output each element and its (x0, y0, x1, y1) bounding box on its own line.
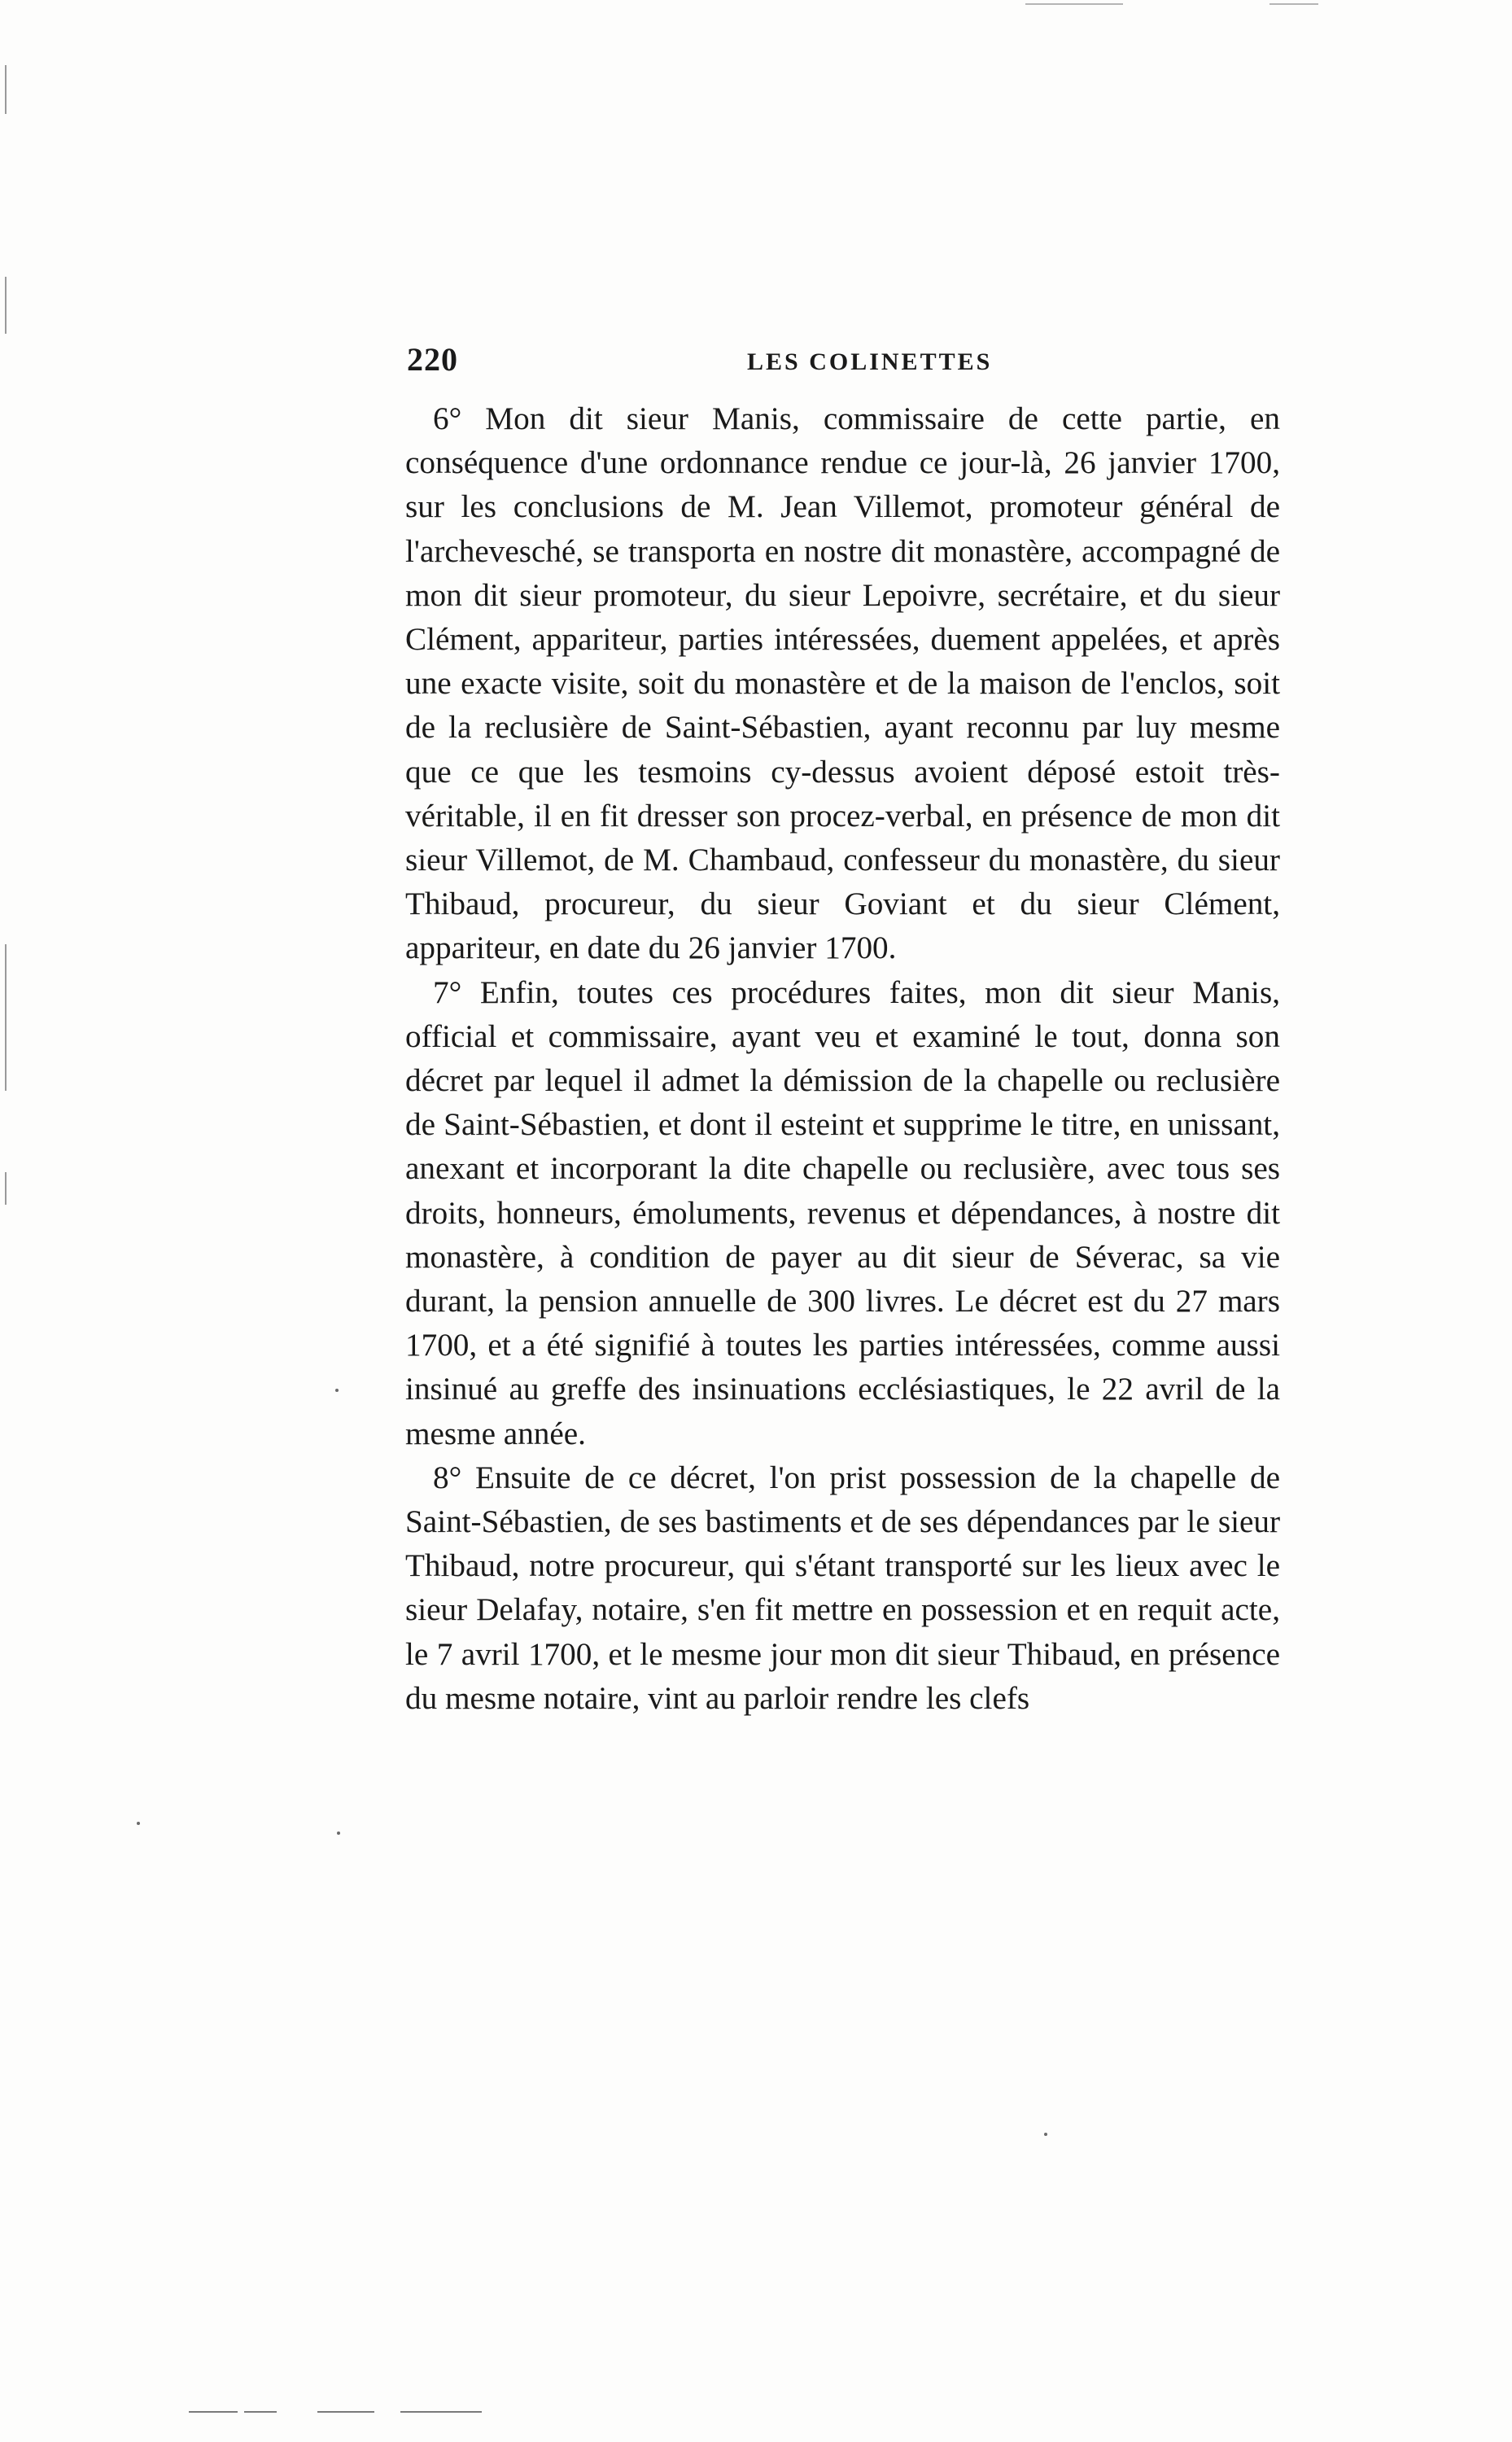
scan-speck (335, 1389, 339, 1392)
paragraph-7: 7° Enfin, toutes ces procédures faites, mon dit sieur Manis, official et commissaire, ayant veu et examiné le tout, donna son décret par lequel il admet la démission de la chapelle ou reclusière de Saint-Sébastien, et dont il esteint et supprime le titre, en unissant, anexant et incorporant la dite chapelle ou reclusière, avec tous ses droits, honneurs, émoluments, revenus et dépendances, à nostre dit monastère, à condition de payer au dit sieur de Séverac, sa vie durant, la pension annuelle de 300 livres. Le décret est du 27 mars 1700, et a été signifié à toutes les parties intéressées, comme aussi insinué au greffe des insinuations ecclésiastiques, le 22 avril de la mesme année. (405, 974, 1280, 1451)
paragraph-6: 6° Mon dit sieur Manis, commissaire de cette partie, en conséquence d'une ordonnance rendue ce jour-là, 26 janvier 1700, sur les conclusions de M. Jean Villemot, promoteur général de l'archevesché, se transporta en nostre dit monastère, accompagné de mon dit sieur promoteur, du sieur Lepoivre, secrétaire, et du sieur Clément, appariteur, parties intéressées, duement appelées, et après une exacte visite, soit du monastère et de la maison de l'enclos, soit de la reclusière de Saint-Sébastien, ayant reconnu par luy mesme que ce que les tesmoins cy-dessus avoient déposé estoit très-véritable, il en fit dresser son procez-verbal, en présence de mon dit sieur Villemot, de M. Chambaud, confesseur du monastère, du sieur Thibaud, procureur, du sieur Goviant et du sieur Clément, appariteur, en date du 26 janvier 1700. (405, 401, 1280, 966)
scan-bottom-mark (317, 2411, 374, 2413)
scan-margin-mark (5, 944, 7, 1091)
scan-bottom-mark (244, 2411, 277, 2413)
scan-margin-mark (5, 1172, 7, 1205)
paragraph-8: 8° Ensuite de ce décret, l'on prist possession de la chapelle de Saint-Sébastien, de ses bastiments et de ses dépendances par le sieur Thibaud, notre procureur, qui s'étant transporté sur les lieux avec le sieur Delafay, notaire, s'en fit mettre en possession et en requit acte, le 7 avril 1700, et le mesme jour mon dit sieur Thibaud, en présence du mesme notaire, vint au parloir rendre les clefs (405, 1460, 1280, 1716)
scan-speck (337, 1831, 340, 1835)
page-number: 220 (407, 341, 458, 378)
body-text (405, 397, 1280, 1721)
scan-top-mark (1269, 3, 1318, 5)
scan-speck (137, 1822, 140, 1825)
running-title: LES COLINETTES (747, 348, 993, 375)
scan-bottom-mark (400, 2411, 482, 2413)
scan-speck (1044, 2133, 1047, 2136)
scan-top-mark (1025, 3, 1123, 5)
scan-margin-mark (5, 65, 7, 114)
scan-bottom-mark (189, 2411, 238, 2413)
scan-margin-mark (5, 277, 7, 334)
page-header (407, 340, 1286, 389)
